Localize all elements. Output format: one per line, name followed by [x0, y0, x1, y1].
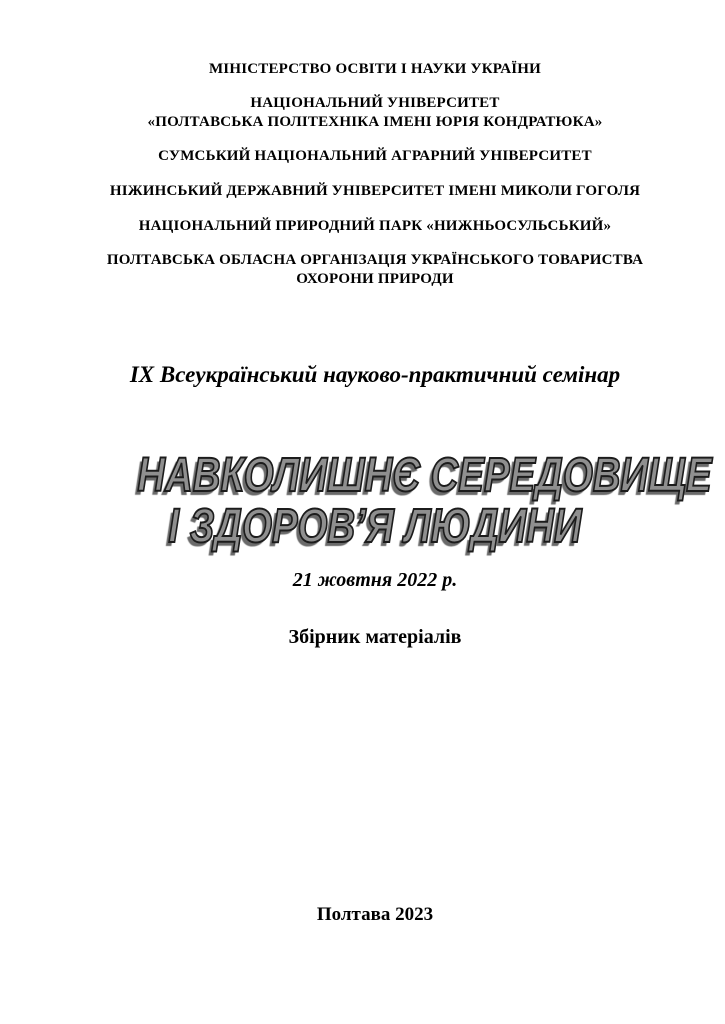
main-title-line-2: І ЗДОРОВ’Я ЛЮДИНИ — [168, 500, 582, 553]
proceedings-subtitle: Збірник матеріалів — [288, 626, 462, 648]
society-line-2: ОХОРОНИ ПРИРОДИ — [296, 271, 454, 287]
seminar-heading: ІХ Всеукраїнський науково-практичний семінар — [129, 362, 621, 387]
sumy-university-line: СУМСЬКИЙ НАЦІОНАЛЬНИЙ АГРАРНИЙ УНІВЕРСИТЕТ — [158, 148, 592, 164]
ministry-line: МІНІСТЕРСТВО ОСВІТИ І НАУКИ УКРАЇНИ — [208, 61, 542, 77]
city-year: Полтава 2023 — [316, 904, 434, 925]
nature-society-block — [78, 251, 672, 289]
host-university-block — [78, 94, 672, 132]
society-line-1: ПОЛТАВСЬКА ОБЛАСНА ОРГАНІЗАЦІЯ УКРАЇНСЬКОГО ТОВАРИСТВА — [106, 252, 644, 268]
university-subname-line: «ПОЛТАВСЬКА ПОЛІТЕХНІКА ІМЕНІ ЮРІЯ КОНДРАТЮКА» — [147, 114, 603, 130]
nature-park-line: НАЦІОНАЛЬНИЙ ПРИРОДНИЙ ПАРК «НИЖНЬОСУЛЬСЬКИЙ» — [138, 218, 612, 234]
main-title — [137, 449, 712, 553]
main-title-line-1: НАВКОЛИШНЄ СЕРЕДОВИЩЕ — [137, 449, 712, 502]
nizhyn-university-line: НІЖИНСЬКИЙ ДЕРЖАВНИЙ УНІВЕРСИТЕТ ІМЕНІ МИКОЛИ ГОГОЛЯ — [109, 183, 641, 199]
event-date: 21 жовтня 2022 р. — [292, 569, 458, 591]
university-name-line: НАЦІОНАЛЬНИЙ УНІВЕРСИТЕТ — [250, 95, 500, 111]
